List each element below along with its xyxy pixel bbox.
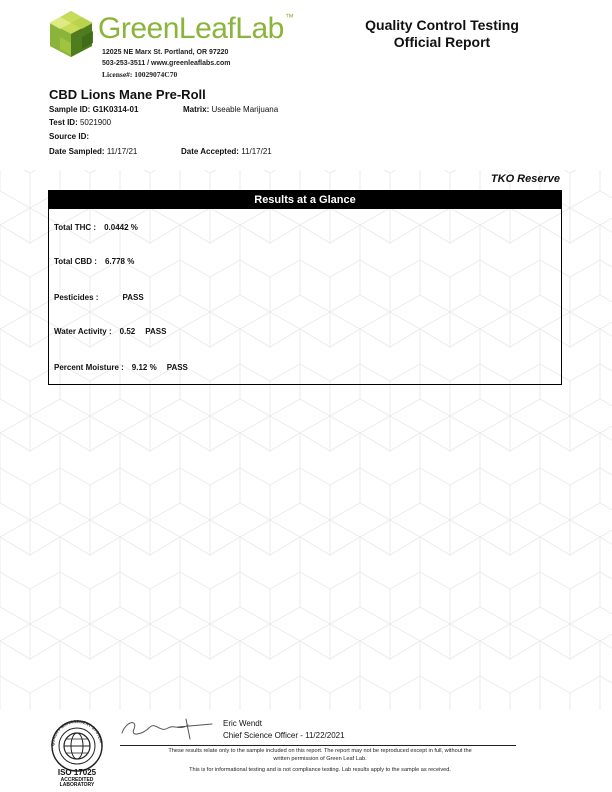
seal-iso-text: ISO 17025 [57, 768, 97, 777]
sample-id-value: G1K0314-01 [92, 105, 139, 114]
result-value: 6.778 % [104, 257, 135, 266]
date-accepted-label: Date Accepted: [181, 147, 239, 156]
signer-title: Chief Science Officer - 11/22/2021 [223, 731, 345, 740]
results-at-a-glance-panel [48, 190, 562, 385]
test-id-field [49, 118, 111, 127]
results-header: Results at a Glance [49, 191, 561, 209]
report-title-line-1: Quality Control Testing [365, 17, 519, 33]
report-title-line-2: Official Report [393, 34, 491, 50]
result-status: PASS [166, 363, 188, 372]
report-title [352, 17, 532, 51]
result-value: 0.52 [119, 327, 136, 336]
date-sampled-field [49, 147, 137, 156]
seal-laboratory-text: LABORATORY [59, 782, 95, 786]
sample-id-label: Sample ID: [49, 105, 91, 114]
date-accepted-field [181, 147, 272, 156]
result-label: Total THC : [54, 223, 97, 232]
result-value: 0.0442 % [104, 223, 138, 232]
iso-accreditation-seal-icon [42, 716, 112, 786]
date-sampled-value: 11/17/21 [106, 147, 138, 156]
disclaimer-line-1: These results relate only to the sample included on this report. The report may not be reproduced except in full, without the [168, 748, 472, 754]
source-id-label: Source ID: [49, 132, 90, 141]
result-label: Total CBD : [54, 257, 97, 266]
seal-accredited-text: ACCREDITED [60, 777, 94, 783]
result-pesticides [54, 293, 144, 302]
disclaimer-line-3: This is for informational testing and is not compliance testing. Lab results apply to the sample as received. [189, 767, 451, 773]
result-label: Pesticides : [54, 293, 99, 302]
matrix-field [183, 105, 278, 114]
seal-arc-text: QUALITY MANAGEMENT SYSTEM [49, 718, 104, 747]
result-water-activity [54, 327, 166, 336]
result-total-cbd [54, 257, 134, 266]
lab-address: 12025 NE Marx St. Portland, OR 97220 [102, 49, 229, 56]
green-leaf-cube-logo-icon [48, 10, 94, 58]
brand-logo-text: GreenLeafLab™ [98, 12, 294, 45]
date-accepted-value: 11/17/21 [241, 147, 272, 156]
lab-license: License#: 10029074C70 [102, 70, 178, 79]
test-id-label: Test ID: [49, 118, 78, 127]
sample-id-field [49, 105, 138, 114]
disclaimer-line-2: written permission of Green Leaf Lab. [273, 756, 367, 762]
result-status: PASS [122, 293, 144, 302]
result-status: PASS [145, 327, 167, 336]
signature-image [116, 713, 224, 743]
result-value: 9.12 % [131, 363, 157, 372]
result-percent-moisture [54, 363, 188, 372]
result-label: Water Activity : [54, 327, 112, 336]
signer-name: Eric Wendt [223, 719, 262, 728]
source-id-field [49, 132, 89, 141]
result-total-thc [54, 223, 138, 232]
matrix-label: Matrix: [183, 105, 210, 114]
signature-line [120, 745, 516, 746]
result-label: Percent Moisture : [54, 363, 124, 372]
date-sampled-label: Date Sampled: [49, 147, 105, 156]
matrix-value: Useable Marijuana [211, 105, 279, 114]
lab-contact: 503-253-3511 / www.greenleaflabs.com [102, 60, 231, 67]
client-name: TKO Reserve [490, 173, 560, 185]
test-id-value: 5021900 [79, 118, 112, 127]
product-name: CBD Lions Mane Pre-Roll [49, 87, 206, 102]
